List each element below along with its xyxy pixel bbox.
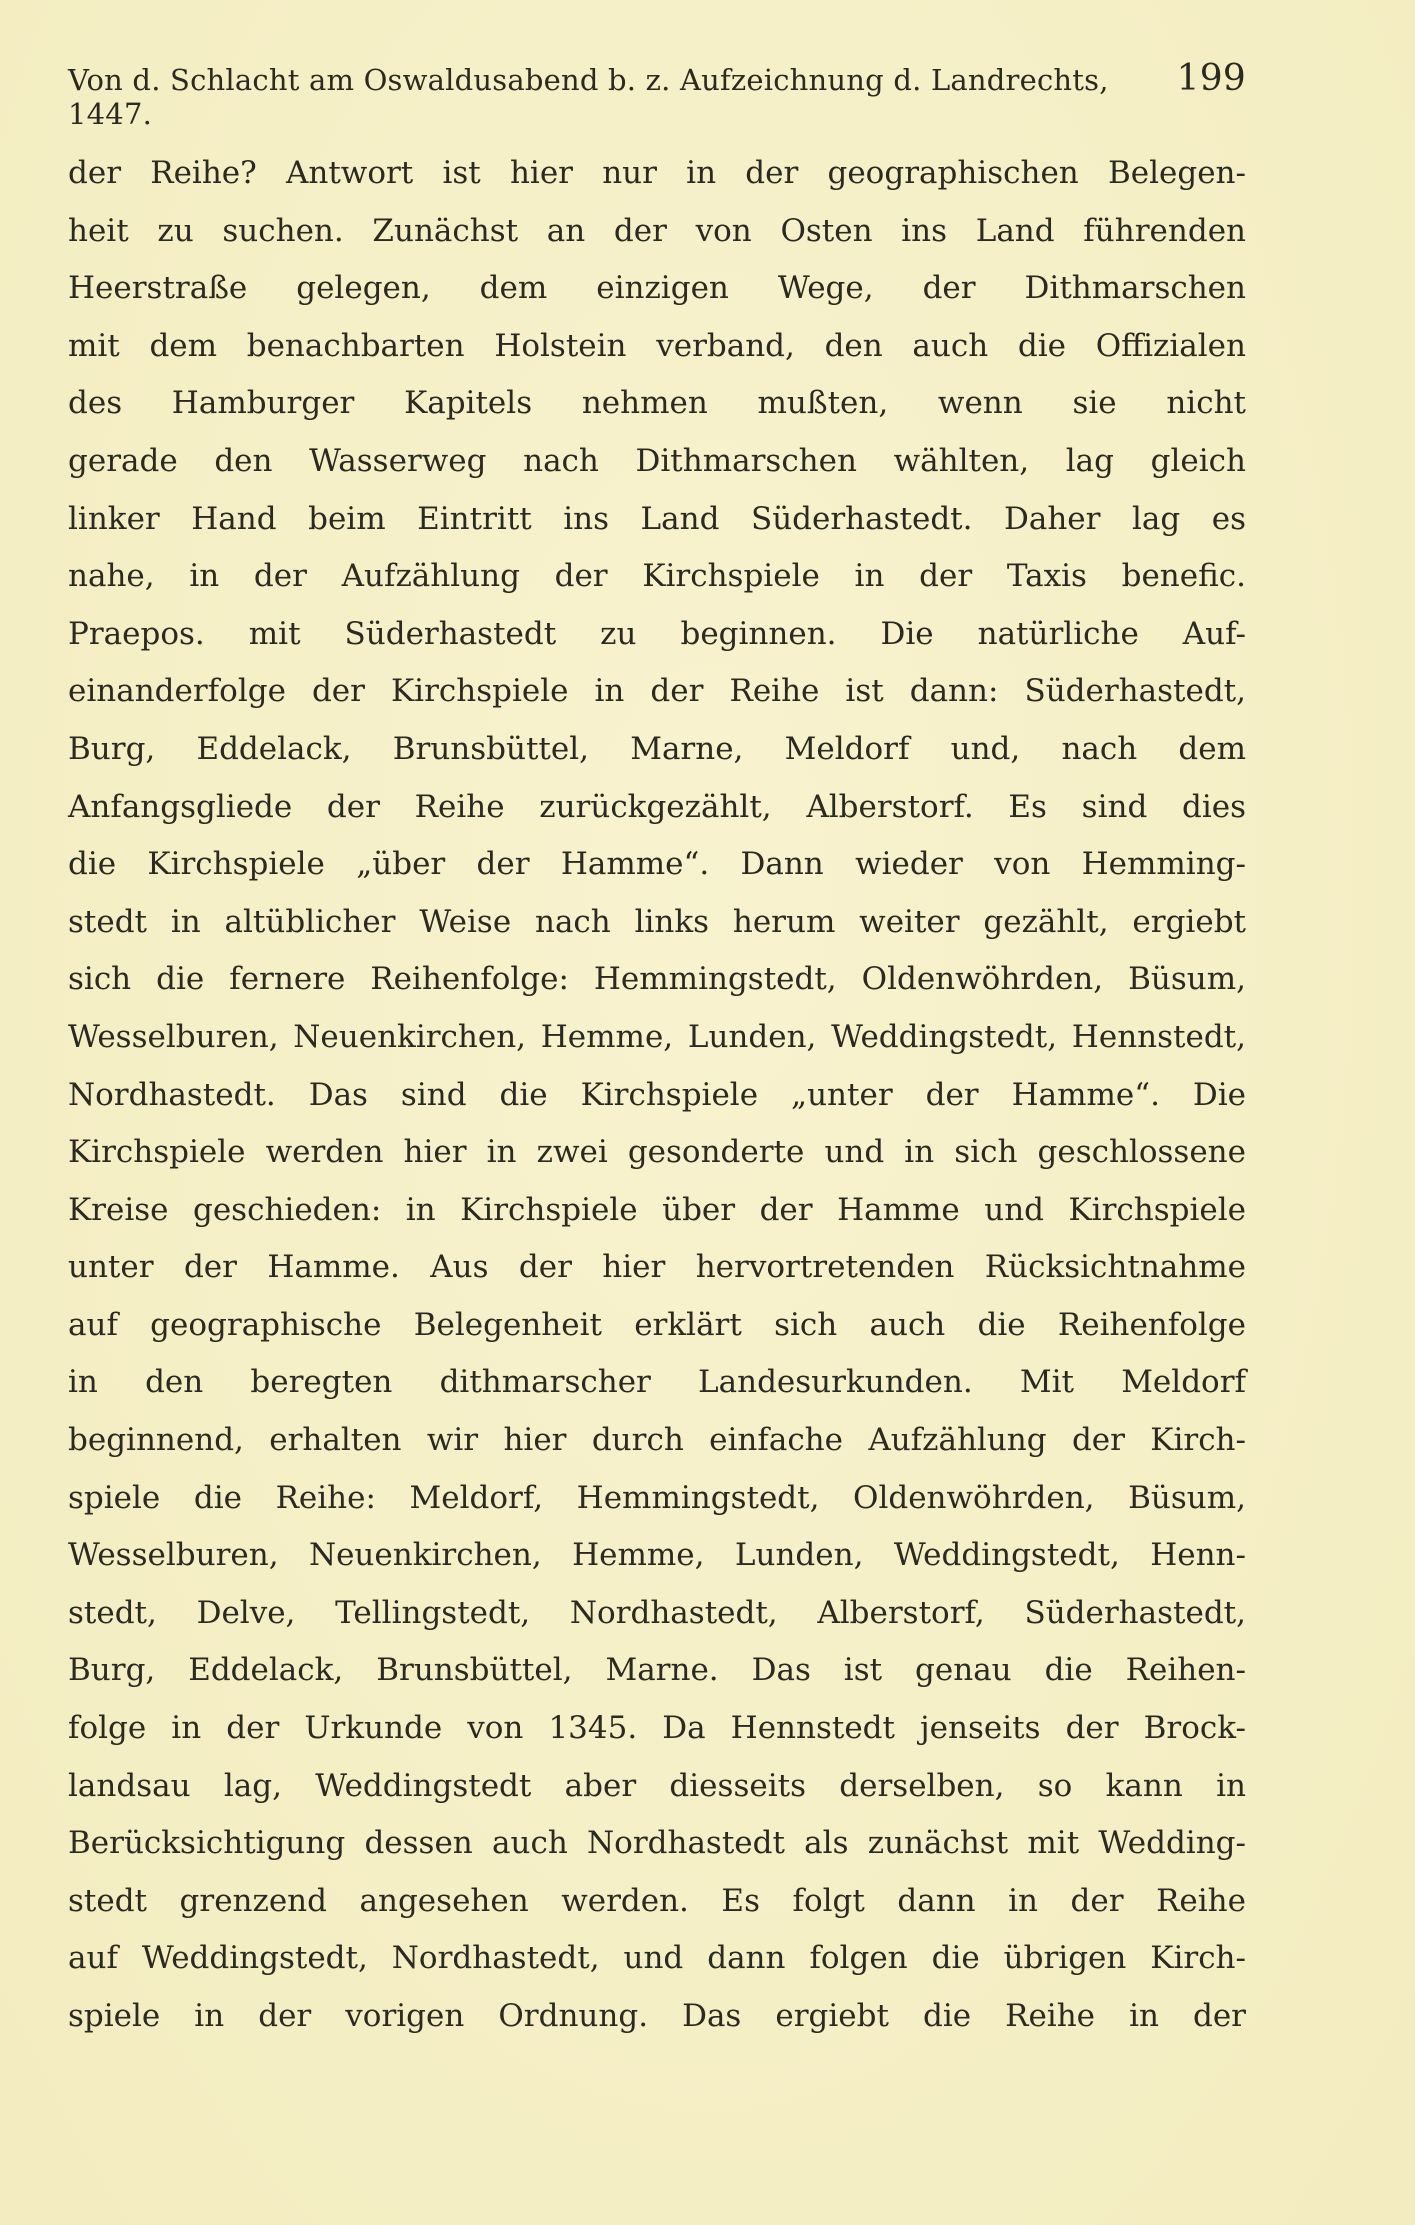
text-line: der Reihe? Antwort ist hier nur in der geographischen Belegen- <box>68 155 1246 191</box>
text-line: Wesselburen, Neuenkirchen, Hemme, Lunden, Weddingstedt, Hennstedt, <box>68 1018 1246 1055</box>
text-line: die Kirchspiele „über der Hamme“. Dann wieder von Hemming- <box>68 846 1246 883</box>
text-line: folge in der Urkunde von 1345. Da Hennstedt jenseits der Brock- <box>68 1710 1246 1747</box>
text-line: in den beregten dithmarscher Landesurkunden. Mit Meldorf <box>68 1364 1246 1401</box>
running-title: Von d. Schlacht am Oswaldusabend b. z. Aufzeichnung d. Landrechts, 1447. <box>68 63 1109 131</box>
text-line: linker Hand beim Eintritt ins Land Süderhastedt. Daher lag es <box>68 500 1246 537</box>
text-line: Praepos. mit Süderhastedt zu beginnen. Die natürliche Auf- <box>68 615 1246 652</box>
running-header <box>68 58 1246 131</box>
text-line: Nordhastedt. Das sind die Kirchspiele „unter der Hamme“. Die <box>68 1076 1246 1113</box>
text-line: sich die fernere Reihenfolge: Hemmingstedt, Oldenwöhrden, Büsum, <box>68 961 1246 998</box>
text-line: gerade den Wasserweg nach Dithmarschen wählten, lag gleich <box>68 442 1246 479</box>
text-line: landsau lag, Weddingstedt aber diesseits derselben, so kann in <box>68 1767 1246 1804</box>
text-line: Wesselburen, Neuenkirchen, Hemme, Lunden, Weddingstedt, Henn- <box>68 1537 1246 1574</box>
text-line: spiele die Reihe: Meldorf, Hemmingstedt, Oldenwöhrden, Büsum, <box>68 1479 1246 1516</box>
text-line: Anfangsgliede der Reihe zurückgezählt, Alberstorf. Es sind dies <box>68 788 1246 825</box>
text-line: spiele in der vorigen Ordnung. Das ergiebt die Reihe in der <box>68 1998 1246 2034</box>
text-line: Kirchspiele werden hier in zwei gesonderte und in sich geschlossene <box>68 1134 1246 1171</box>
text-line: heit zu suchen. Zunächst an der von Osten ins Land führenden <box>68 212 1246 249</box>
text-line: beginnend, erhalten wir hier durch einfache Aufzählung der Kirch- <box>68 1422 1246 1459</box>
text-line: Berücksichtigung dessen auch Nordhastedt als zunächst mit Wedding- <box>68 1825 1246 1862</box>
text-line: mit dem benachbarten Holstein verband, den auch die Offizialen <box>68 327 1246 364</box>
text-line: auf geographische Belegenheit erklärt sich auch die Reihenfolge <box>68 1306 1246 1343</box>
text-line: auf Weddingstedt, Nordhastedt, und dann folgen die übrigen Kirch- <box>68 1940 1246 1977</box>
text-line: stedt, Delve, Tellingstedt, Nordhastedt, Alberstorf, Süderhastedt, <box>68 1594 1246 1631</box>
body-text <box>68 145 1246 2046</box>
text-line: nahe, in der Aufzählung der Kirchspiele in der Taxis benefic. <box>68 558 1246 595</box>
text-line: des Hamburger Kapitels nehmen mußten, wenn sie nicht <box>68 385 1246 422</box>
text-line: stedt in altüblicher Weise nach links herum weiter gezählt, ergiebt <box>68 903 1246 940</box>
text-line: Heerstraße gelegen, dem einzigen Wege, der Dithmarschen <box>68 270 1246 307</box>
page-number: 199 <box>1176 58 1246 99</box>
text-line: stedt grenzend angesehen werden. Es folgt dann in der Reihe <box>68 1882 1246 1919</box>
text-line: Burg, Eddelack, Brunsbüttel, Marne. Das ist genau die Reihen- <box>68 1652 1246 1689</box>
text-line: Burg, Eddelack, Brunsbüttel, Marne, Meldorf und, nach dem <box>68 730 1246 767</box>
text-line: Kreise geschieden: in Kirchspiele über der Hamme und Kirchspiele <box>68 1191 1246 1228</box>
text-line: einanderfolge der Kirchspiele in der Reihe ist dann: Süderhastedt, <box>68 673 1246 710</box>
text-line: unter der Hamme. Aus der hier hervortretenden Rücksichtnahme <box>68 1249 1246 1286</box>
